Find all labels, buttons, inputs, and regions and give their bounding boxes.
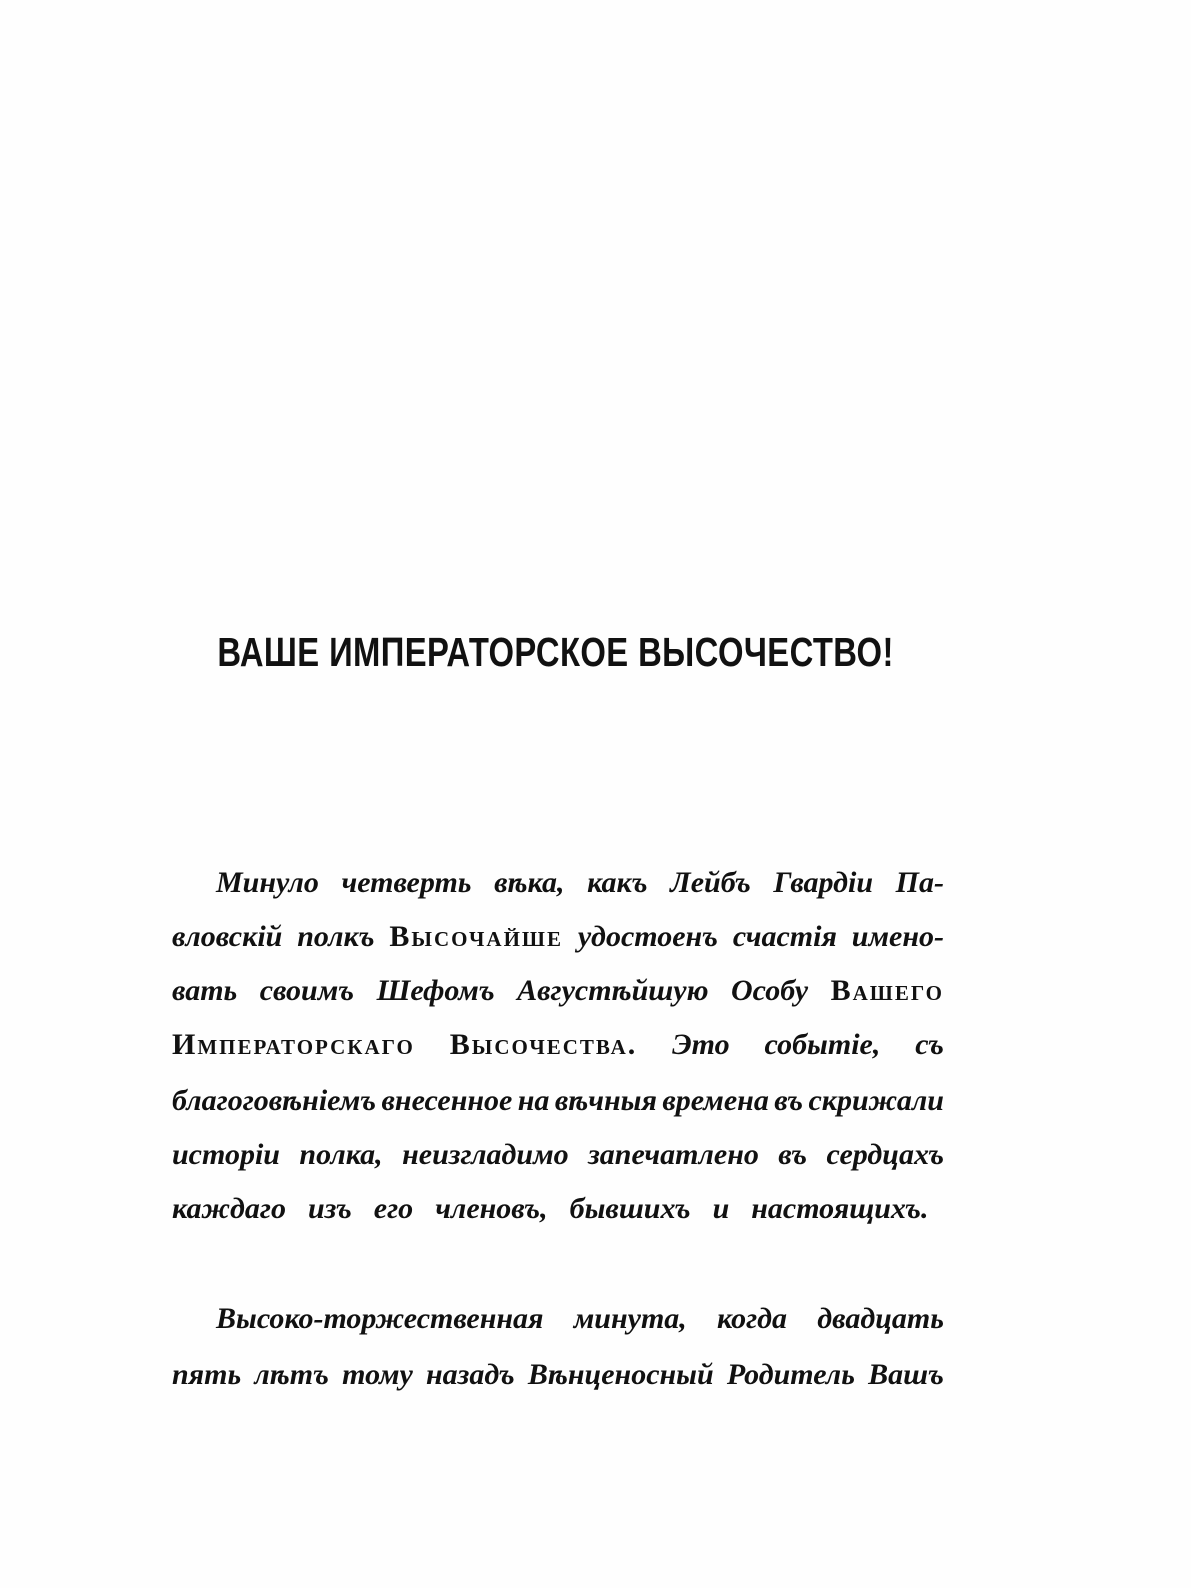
- word: имено-: [851, 920, 944, 953]
- word: членовъ,: [435, 1192, 548, 1225]
- word: тому: [342, 1358, 413, 1391]
- word: исторіи: [172, 1138, 280, 1171]
- word: Высочества.: [449, 1028, 638, 1061]
- word: и: [712, 1192, 730, 1225]
- paragraph-1-line-3: [172, 964, 944, 1018]
- paragraph-1-line-1: [216, 856, 944, 910]
- word: какъ: [587, 866, 648, 899]
- word: Вашъ: [868, 1358, 944, 1391]
- word: Высоко-торжественная: [216, 1302, 544, 1335]
- word: въ: [774, 1084, 804, 1117]
- paragraph-1-line-7: [172, 1182, 944, 1236]
- word: въ: [778, 1138, 808, 1171]
- word: удостоенъ: [577, 920, 718, 953]
- word: запечатлено: [588, 1138, 759, 1171]
- paragraph-1-line-6: [172, 1128, 944, 1182]
- word: благоговѣніемъ: [172, 1084, 377, 1117]
- word: Гвардіи: [773, 866, 874, 899]
- word: настоящихъ.: [751, 1192, 929, 1225]
- word: бывшихъ: [569, 1192, 691, 1225]
- word: событіе,: [764, 1028, 881, 1061]
- word: Это: [672, 1028, 730, 1061]
- word: внесенное: [381, 1084, 513, 1117]
- word: Августѣйшую: [517, 974, 709, 1007]
- paragraph-1-line-4: [172, 1018, 944, 1072]
- word: времена: [662, 1084, 769, 1117]
- word: каждаго: [172, 1192, 286, 1225]
- word: скрижали: [808, 1084, 944, 1117]
- word: Лейбъ: [670, 866, 751, 899]
- word: Особу: [730, 974, 809, 1007]
- paragraph-2-line-1: [216, 1292, 944, 1346]
- word: Па-: [895, 866, 944, 899]
- word: Вашего: [830, 974, 944, 1007]
- word: на: [517, 1084, 550, 1117]
- word: лѣтъ: [254, 1358, 329, 1391]
- word: полкъ: [297, 920, 375, 953]
- word: вать: [172, 974, 238, 1007]
- word: съ: [915, 1028, 944, 1061]
- word: двадцать: [817, 1302, 944, 1335]
- word: неизгладимо: [402, 1138, 569, 1171]
- word: четверть: [341, 866, 472, 899]
- word: Шефомъ: [376, 974, 495, 1007]
- paragraph-2-line-2: [172, 1348, 944, 1402]
- word: изъ: [307, 1192, 352, 1225]
- word: счастія: [732, 920, 837, 953]
- word: его: [373, 1192, 414, 1225]
- word: Родитель: [726, 1358, 855, 1391]
- word: вѣчныя: [554, 1084, 657, 1117]
- word: Императорскаго: [172, 1028, 415, 1061]
- paragraph-1-line-5: [172, 1074, 944, 1128]
- word: минута,: [573, 1302, 687, 1335]
- word: своимъ: [259, 974, 355, 1007]
- word: пять: [172, 1358, 242, 1391]
- word: Минуло: [216, 866, 319, 899]
- word: сердцахъ: [826, 1138, 944, 1171]
- dedication-heading: ВАШЕ ИМПЕРАТОРСКОЕ ВЫСОЧЕСТВО!: [217, 629, 894, 675]
- word: когда: [717, 1302, 788, 1335]
- paragraph-1-line-2: [172, 910, 944, 964]
- word: Высочайше: [389, 920, 563, 953]
- word: Вѣнценосный: [527, 1358, 714, 1391]
- word: полка,: [299, 1138, 383, 1171]
- word: вѣка,: [494, 866, 565, 899]
- word: назадъ: [426, 1358, 515, 1391]
- word: вловскій: [172, 920, 283, 953]
